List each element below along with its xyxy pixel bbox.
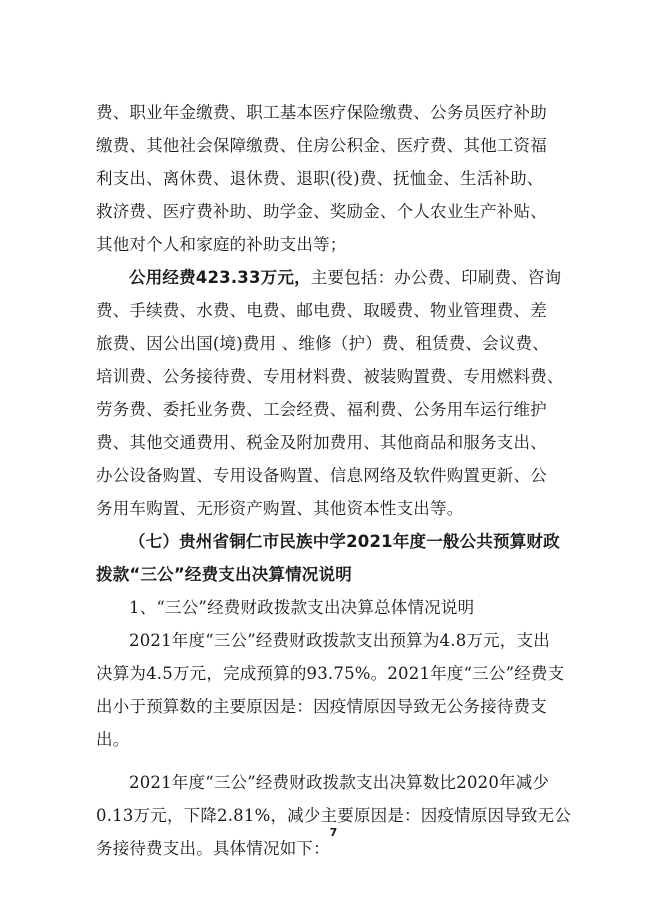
public-funds-lead: 公用经费423.33万元， [129, 268, 311, 287]
text-line: 培训费、公务接待费、专用材料费、被装购置费、专用燃料费、 [96, 367, 564, 386]
section-heading: （七）贵州省铜仁市民族中学2021年度一般公共预算财政 [129, 532, 560, 551]
text-line: 费、其他交通费用、税金及附加费用、其他商品和服务支出、 [96, 433, 547, 452]
paragraph-gap [96, 756, 590, 766]
paragraph-line: 2021年度“三公”经费财政拨款支出预算为4.8万元，支出 [129, 631, 550, 650]
text-line: 费、职业年金缴费、职工基本医疗保险缴费、公务员医疗补助 [96, 103, 547, 122]
text-line: 劳务费、委托业务费、工会经费、福利费、公务用车运行维护 [96, 400, 547, 419]
page-number: 7 [329, 826, 338, 839]
text-line: 救济费、医疗费补助、助学金、奖励金、个人农业生产补贴、 [96, 202, 547, 221]
paragraph-line: 决算为4.5万元，完成预算的93.75%。2021年度“三公”经费支 [96, 664, 565, 683]
text-line: 利支出、离休费、退休费、退职(役)费、抚恤金、生活补助、 [96, 169, 544, 188]
subheading: 1、“三公”经费财政拨款支出决算总体情况说明 [129, 598, 475, 617]
text-line: 务用车购置、无形资产购置、其他资本性支出等。 [96, 499, 464, 518]
paragraph-line: 出小于预算数的主要原因是：因疫情原因导致无公务接待费支 [96, 697, 547, 716]
paragraph-line: 出。 [96, 730, 130, 749]
text-line: 缴费、其他社会保障缴费、住房公积金、医疗费、其他工资福 [96, 136, 547, 155]
text-line: 其他对个人和家庭的补助支出等； [96, 235, 347, 254]
paragraph-line: 2021年度“三公”经费财政拨款支出决算数比2020年减少 [129, 773, 550, 792]
public-funds-first-line [96, 261, 590, 294]
text-line: 费、手续费、水费、电费、邮电费、取暖费、物业管理费、差 [96, 301, 547, 320]
document-page [96, 96, 590, 865]
paragraph-line: 务接待费支出。具体情况如下： [96, 839, 330, 858]
text-line: 办公设备购置、专用设备购置、信息网络及软件购置更新、公 [96, 466, 547, 485]
paragraph-line: 0.13万元，下降2.81%，减少主要原因是：因疫情原因导致无公 [96, 806, 572, 825]
text-line: 旅费、因公出国(境)费用 、维修（护）费、租赁费、会议费、 [96, 334, 549, 353]
section-heading-cont: 拨款“三公”经费支出决算情况说明 [96, 565, 352, 584]
public-funds-rest: 主要包括：办公费、印刷费、咨询 [310, 268, 562, 287]
